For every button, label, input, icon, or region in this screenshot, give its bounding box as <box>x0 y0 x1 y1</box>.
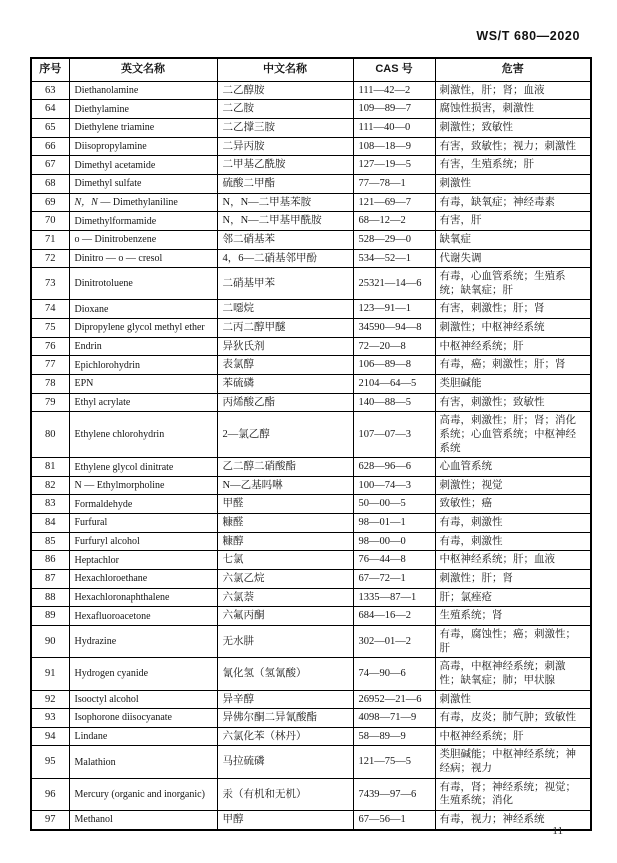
table-row <box>31 588 591 607</box>
cell-hazard: 中枢神经系统；肝；血液 <box>435 551 591 570</box>
cell-hazard: 高毒，刺激性；肝；肾；消化系统；心血管系统；中枢神经系统 <box>435 412 591 458</box>
table-row <box>31 81 591 100</box>
table-row <box>31 570 591 589</box>
cell-serial-number: 83 <box>31 495 69 514</box>
cell-hazard: 有害，刺激性；致敏性 <box>435 393 591 412</box>
cell-serial-number: 87 <box>31 570 69 589</box>
cell-cas-number: 684—16—2 <box>353 607 435 626</box>
cell-cas-number: 4098—71—9 <box>353 709 435 728</box>
cell-chinese-name: 苯硫磷 <box>217 375 353 394</box>
cell-serial-number: 81 <box>31 458 69 477</box>
cell-english-name: Dimethyl sulfate <box>69 174 217 193</box>
cell-english-name: o — Dinitrobenzene <box>69 230 217 249</box>
cell-english-name: Hexachloroethane <box>69 570 217 589</box>
cell-hazard: 代谢失调 <box>435 249 591 268</box>
cell-cas-number: 107—07—3 <box>353 412 435 458</box>
cell-serial-number: 71 <box>31 230 69 249</box>
cell-chinese-name: 丙烯酸乙酯 <box>217 393 353 412</box>
cell-chinese-name: 七氯 <box>217 551 353 570</box>
table-row <box>31 746 591 778</box>
cell-cas-number: 528—29—0 <box>353 230 435 249</box>
cell-serial-number: 85 <box>31 532 69 551</box>
cell-hazard: 有害，肝 <box>435 212 591 231</box>
table-row <box>31 249 591 268</box>
cell-chinese-name: 甲醛 <box>217 495 353 514</box>
table-row <box>31 551 591 570</box>
table-row <box>31 690 591 709</box>
cell-english-name: Dinitro — o — cresol <box>69 249 217 268</box>
table-row <box>31 458 591 477</box>
cell-serial-number: 73 <box>31 268 69 300</box>
cell-chinese-name: 二丙二醇甲醚 <box>217 319 353 338</box>
cell-english-name: Dioxane <box>69 300 217 319</box>
cell-serial-number: 95 <box>31 746 69 778</box>
cell-serial-number: 92 <box>31 690 69 709</box>
col-header-cas-number: CAS 号 <box>353 58 435 81</box>
table-row <box>31 100 591 119</box>
chemical-hazard-table <box>30 57 592 831</box>
cell-serial-number: 80 <box>31 412 69 458</box>
table-row <box>31 625 591 657</box>
cell-serial-number: 77 <box>31 356 69 375</box>
cell-english-name: Dipropylene glycol methyl ether <box>69 319 217 338</box>
cell-hazard: 刺激性，肝；肾；血液 <box>435 81 591 100</box>
table-row <box>31 532 591 551</box>
cell-cas-number: 127—19—5 <box>353 156 435 175</box>
cell-chinese-name: 六氯乙烷 <box>217 570 353 589</box>
cell-serial-number: 90 <box>31 625 69 657</box>
cell-cas-number: 74—90—6 <box>353 658 435 690</box>
table-row <box>31 607 591 626</box>
table-row <box>31 356 591 375</box>
cell-cas-number: 123—91—1 <box>353 300 435 319</box>
cell-serial-number: 74 <box>31 300 69 319</box>
cell-cas-number: 25321—14—6 <box>353 268 435 300</box>
cell-chinese-name: 乙二醇二硝酸酯 <box>217 458 353 477</box>
cell-english-name: Mercury (organic and inorganic) <box>69 778 217 810</box>
cell-serial-number: 82 <box>31 476 69 495</box>
cell-hazard: 刺激性 <box>435 174 591 193</box>
cell-chinese-name: N，N—二甲基苯胺 <box>217 193 353 212</box>
table-row <box>31 174 591 193</box>
cell-chinese-name: 异狄氏剂 <box>217 337 353 356</box>
cell-chinese-name: 二乙胺 <box>217 100 353 119</box>
cell-serial-number: 65 <box>31 119 69 138</box>
cell-serial-number: 78 <box>31 375 69 394</box>
table-row <box>31 212 591 231</box>
cell-serial-number: 76 <box>31 337 69 356</box>
table-row <box>31 319 591 338</box>
cell-chinese-name: 糠醇 <box>217 532 353 551</box>
cell-hazard: 刺激性；致敏性 <box>435 119 591 138</box>
cell-hazard: 有害，刺激性；肝；肾 <box>435 300 591 319</box>
table-row <box>31 514 591 533</box>
cell-chinese-name: 异佛尔酮二异氰酸酯 <box>217 709 353 728</box>
cell-english-name: Diethanolamine <box>69 81 217 100</box>
cell-hazard: 腐蚀性损害，刺激性 <box>435 100 591 119</box>
cell-serial-number: 89 <box>31 607 69 626</box>
cell-serial-number: 86 <box>31 551 69 570</box>
col-header-hazard: 危害 <box>435 58 591 81</box>
cell-english-name: Isophorone diisocyanate <box>69 709 217 728</box>
cell-cas-number: 50—00—5 <box>353 495 435 514</box>
cell-cas-number: 98—00—0 <box>353 532 435 551</box>
cell-cas-number: 7439—97—6 <box>353 778 435 810</box>
table-row <box>31 778 591 810</box>
table-header-row <box>31 58 591 81</box>
cell-english-name: N，N — Dimethylaniline <box>69 193 217 212</box>
cell-cas-number: 106—89—8 <box>353 356 435 375</box>
cell-cas-number: 67—56—1 <box>353 811 435 830</box>
cell-hazard: 有毒，缺氧症；神经毒素 <box>435 193 591 212</box>
cell-hazard: 高毒，中枢神经系统；刺激性；缺氧症；肺；甲状腺 <box>435 658 591 690</box>
table-row <box>31 727 591 746</box>
cell-english-name: Formaldehyde <box>69 495 217 514</box>
cell-chinese-name: 邻二硝基苯 <box>217 230 353 249</box>
cell-english-name: Dimethylformamide <box>69 212 217 231</box>
cell-english-name: Dinitrotoluene <box>69 268 217 300</box>
table-row <box>31 137 591 156</box>
cell-english-name: Ethyl acrylate <box>69 393 217 412</box>
table-row <box>31 495 591 514</box>
cell-cas-number: 140—88—5 <box>353 393 435 412</box>
cell-cas-number: 77—78—1 <box>353 174 435 193</box>
cell-english-name: Hydrazine <box>69 625 217 657</box>
cell-serial-number: 97 <box>31 811 69 830</box>
cell-cas-number: 76—44—8 <box>353 551 435 570</box>
cell-hazard: 肝；氯痤疮 <box>435 588 591 607</box>
cell-cas-number: 534—52—1 <box>353 249 435 268</box>
table-row <box>31 811 591 830</box>
cell-chinese-name: 二乙撑三胺 <box>217 119 353 138</box>
table-row <box>31 476 591 495</box>
cell-chinese-name: 硫酸二甲酯 <box>217 174 353 193</box>
table-row <box>31 658 591 690</box>
cell-serial-number: 63 <box>31 81 69 100</box>
cell-hazard: 有害，致敏性；视力；刺激性 <box>435 137 591 156</box>
cell-english-name: Ethylene glycol dinitrate <box>69 458 217 477</box>
cell-hazard: 刺激性 <box>435 690 591 709</box>
cell-english-name: Endrin <box>69 337 217 356</box>
cell-chinese-name: 甲醇 <box>217 811 353 830</box>
cell-hazard: 中枢神经系统；肝 <box>435 727 591 746</box>
cell-cas-number: 302—01—2 <box>353 625 435 657</box>
cell-serial-number: 91 <box>31 658 69 690</box>
cell-chinese-name: 糠醛 <box>217 514 353 533</box>
cell-hazard: 有毒，刺激性 <box>435 532 591 551</box>
cell-hazard: 有毒，皮炎；肺气肿；致敏性 <box>435 709 591 728</box>
standard-code: WS/T 680—2020 <box>476 29 580 43</box>
cell-hazard: 刺激性；视觉 <box>435 476 591 495</box>
cell-serial-number: 84 <box>31 514 69 533</box>
cell-serial-number: 94 <box>31 727 69 746</box>
page-number: 11 <box>552 825 563 837</box>
cell-cas-number: 72—20—8 <box>353 337 435 356</box>
cell-hazard: 缺氧症 <box>435 230 591 249</box>
cell-english-name: Hydrogen cyanide <box>69 658 217 690</box>
cell-english-name: Hexafluoroacetone <box>69 607 217 626</box>
cell-serial-number: 67 <box>31 156 69 175</box>
cell-hazard: 中枢神经系统；肝 <box>435 337 591 356</box>
cell-hazard: 刺激性；肝；肾 <box>435 570 591 589</box>
cell-english-name: Epichlorohydrin <box>69 356 217 375</box>
cell-english-name: Furfuryl alcohol <box>69 532 217 551</box>
cell-english-name: Furfural <box>69 514 217 533</box>
cell-chinese-name: 表氯醇 <box>217 356 353 375</box>
cell-cas-number: 67—72—1 <box>353 570 435 589</box>
cell-cas-number: 100—74—3 <box>353 476 435 495</box>
cell-hazard: 刺激性；中枢神经系统 <box>435 319 591 338</box>
cell-hazard: 有毒，视力；神经系统 <box>435 811 591 830</box>
table-row <box>31 393 591 412</box>
cell-chinese-name: 二硝基甲苯 <box>217 268 353 300</box>
cell-chinese-name: 六氯萘 <box>217 588 353 607</box>
cell-hazard: 有毒，肾；神经系统；视觉；生殖系统；消化 <box>435 778 591 810</box>
col-header-chinese-name: 中文名称 <box>217 58 353 81</box>
table-row <box>31 709 591 728</box>
table-row <box>31 268 591 300</box>
cell-chinese-name: 二甲基乙酰胺 <box>217 156 353 175</box>
cell-english-name: Heptachlor <box>69 551 217 570</box>
table-row <box>31 375 591 394</box>
cell-english-name: Lindane <box>69 727 217 746</box>
cell-english-name: Diethylene triamine <box>69 119 217 138</box>
cell-english-name: Dimethyl acetamide <box>69 156 217 175</box>
table-row <box>31 230 591 249</box>
cell-chinese-name: 二乙醇胺 <box>217 81 353 100</box>
cell-english-name: Hexachloronaphthalene <box>69 588 217 607</box>
cell-hazard: 心血管系统 <box>435 458 591 477</box>
cell-cas-number: 628—96—6 <box>353 458 435 477</box>
cell-cas-number: 2104—64—5 <box>353 375 435 394</box>
cell-hazard: 有毒，心血管系统；生殖系统；缺氧症；肝 <box>435 268 591 300</box>
cell-chinese-name: 六氟丙酮 <box>217 607 353 626</box>
cell-cas-number: 26952—21—6 <box>353 690 435 709</box>
cell-cas-number: 121—75—5 <box>353 746 435 778</box>
cell-chinese-name: 无水肼 <box>217 625 353 657</box>
cell-serial-number: 93 <box>31 709 69 728</box>
table-row <box>31 300 591 319</box>
cell-cas-number: 68—12—2 <box>353 212 435 231</box>
table-row <box>31 156 591 175</box>
cell-chinese-name: 2—氯乙醇 <box>217 412 353 458</box>
cell-cas-number: 98—01—1 <box>353 514 435 533</box>
cell-serial-number: 96 <box>31 778 69 810</box>
cell-hazard: 有毒，癌；刺激性；肝；肾 <box>435 356 591 375</box>
cell-chinese-name: 六氯化苯（林丹） <box>217 727 353 746</box>
cell-english-name: Ethylene chlorohydrin <box>69 412 217 458</box>
cell-serial-number: 70 <box>31 212 69 231</box>
cell-hazard: 有毒，刺激性 <box>435 514 591 533</box>
cell-cas-number: 1335—87—1 <box>353 588 435 607</box>
cell-english-name: EPN <box>69 375 217 394</box>
cell-chinese-name: N—乙基吗啉 <box>217 476 353 495</box>
table-row <box>31 337 591 356</box>
cell-hazard: 有毒，腐蚀性；癌；刺激性；肝 <box>435 625 591 657</box>
cell-serial-number: 66 <box>31 137 69 156</box>
cell-english-name: Isooctyl alcohol <box>69 690 217 709</box>
cell-chinese-name: 二噁烷 <box>217 300 353 319</box>
cell-chinese-name: N，N—二甲基甲酰胺 <box>217 212 353 231</box>
cell-serial-number: 69 <box>31 193 69 212</box>
cell-chinese-name: 二异丙胺 <box>217 137 353 156</box>
cell-hazard: 有害，生殖系统；肝 <box>435 156 591 175</box>
cell-english-name: N — Ethylmorpholine <box>69 476 217 495</box>
cell-serial-number: 75 <box>31 319 69 338</box>
col-header-serial: 序号 <box>31 58 69 81</box>
cell-hazard: 类胆碱能 <box>435 375 591 394</box>
cell-chinese-name: 氰化氢（氢氰酸） <box>217 658 353 690</box>
cell-cas-number: 34590—94—8 <box>353 319 435 338</box>
cell-hazard: 致敏性；癌 <box>435 495 591 514</box>
cell-chinese-name: 汞（有机和无机） <box>217 778 353 810</box>
cell-hazard: 生殖系统；肾 <box>435 607 591 626</box>
cell-serial-number: 68 <box>31 174 69 193</box>
table-row <box>31 119 591 138</box>
cell-english-name: Diethylamine <box>69 100 217 119</box>
cell-hazard: 类胆碱能；中枢神经系统；神经病；视力 <box>435 746 591 778</box>
cell-english-name: Malathion <box>69 746 217 778</box>
cell-cas-number: 58—89—9 <box>353 727 435 746</box>
cell-cas-number: 121—69—7 <box>353 193 435 212</box>
cell-serial-number: 64 <box>31 100 69 119</box>
cell-chinese-name: 马拉硫磷 <box>217 746 353 778</box>
cell-cas-number: 111—40—0 <box>353 119 435 138</box>
table-row <box>31 412 591 458</box>
cell-serial-number: 72 <box>31 249 69 268</box>
cell-cas-number: 109—89—7 <box>353 100 435 119</box>
table-row <box>31 193 591 212</box>
cell-cas-number: 108—18—9 <box>353 137 435 156</box>
cell-english-name: Diisopropylamine <box>69 137 217 156</box>
cell-serial-number: 79 <box>31 393 69 412</box>
cell-english-name: Methanol <box>69 811 217 830</box>
col-header-english-name: 英文名称 <box>69 58 217 81</box>
cell-cas-number: 111—42—2 <box>353 81 435 100</box>
cell-chinese-name: 异辛醇 <box>217 690 353 709</box>
cell-chinese-name: 4，6—二硝基邻甲酚 <box>217 249 353 268</box>
cell-serial-number: 88 <box>31 588 69 607</box>
